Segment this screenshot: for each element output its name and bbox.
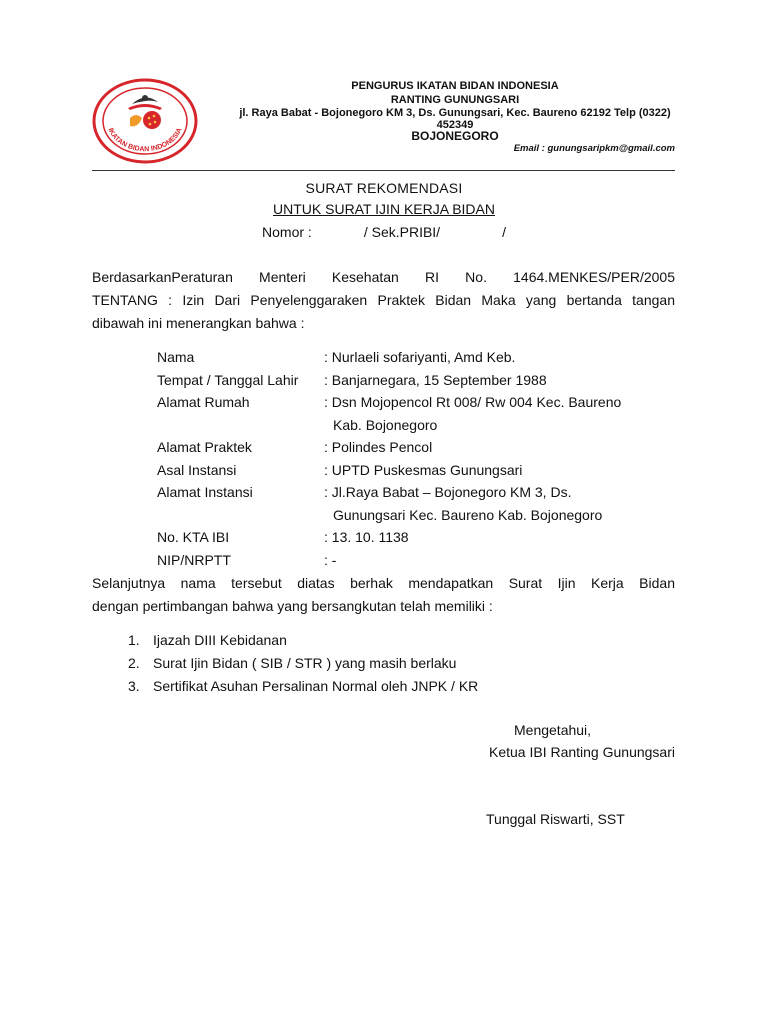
number-label: Nomor : [262,224,312,240]
list-number: 2. [128,655,140,671]
list-text: Sertifikat Asuhan Persalinan Normal oleh JNPK / KR [153,678,479,694]
field-value: : - [324,551,337,568]
field-label: Nama [157,349,195,365]
field-label: Tempat / Tanggal Lahir [157,371,299,388]
intro-paragraph [92,266,675,335]
followup-paragraph [92,572,675,618]
field-label: Alamat Rumah [157,394,250,410]
field-row [157,369,684,392]
intro-line-1: BerdasarkanPeraturan Menteri Kesehatan RI No. 1464.MENKES/PER/2005 [92,269,675,285]
letterhead-city: BOJONEGORO [411,129,499,143]
field-value: : 13. 10. 1138 [324,529,409,545]
field-value-cont: Kab. Bojonegoro [333,416,438,433]
field-row [157,526,684,549]
field-label: Asal Instansi [157,461,237,478]
number-mid: / Sek.PRIBI/ [363,224,441,240]
field-row [157,459,684,482]
letterhead-address: jl. Raya Babat - Bojonegoro KM 3, Ds. Gunungsari, Kec. Baureno 62192 Telp (0322) [239,107,671,119]
followup-line-2: dengan pertimbangan bahwa yang bersangkutan telah memiliki : [92,598,493,614]
number-end: / [502,224,506,240]
document-subtitle [0,201,768,217]
list-item [128,629,478,652]
field-value: : Polindes Pencol [324,439,433,455]
header-divider [92,170,675,171]
requirements-list [128,629,478,698]
list-item [128,675,478,698]
subtitle-text: UNTUK SURAT IJIN KERJA BIDAN [273,201,495,217]
field-value: : Dsn Mojopencol Rt 008/ Rw 004 Kec. Baureno [324,394,622,410]
field-label: Alamat Praktek [157,439,252,455]
field-label: NIP/NRPTT [157,551,231,568]
letterhead-org: PENGURUS IKATAN BIDAN INDONESIA [351,80,559,92]
document-number [0,224,768,240]
signature-name: Tunggal Riswarti, SST [486,811,625,827]
ibi-logo [92,78,198,164]
intro-line-3: dibawah ini menerangkan bahwa : [92,315,305,331]
field-row [157,481,684,526]
list-number: 3. [128,678,140,694]
list-number: 1. [128,632,140,648]
letterhead-email: Email : gunungsaripkm@gmail.com [513,143,675,154]
list-item [128,652,478,675]
field-value-multiline [324,391,684,436]
field-value: : UPTD Puskesmas Gunungsari [324,461,523,478]
field-value: : Nurlaeli sofariyanti, Amd Keb. [324,349,516,365]
list-text: Surat Ijin Bidan ( SIB / STR ) yang masih berlaku [153,655,457,671]
followup-line-1: Selanjutnya nama tersebut diatas berhak mendapatkan Surat Ijin Kerja Bidan [92,575,675,591]
letterhead-branch: RANTING GUNUNGSARI [390,94,520,106]
field-row [157,436,684,459]
field-value-cont: Gunungsari Kec. Baureno Kab. Bojonegoro [333,506,603,523]
letterhead-address-cont: 452349 [436,119,474,131]
field-value: : Jl.Raya Babat – Bojonegoro KM 3, Ds. [324,484,572,500]
signature-position: Ketua IBI Ranting Gunungsari [488,744,675,760]
intro-line-2: TENTANG : Izin Dari Penyelenggaraken Praktek Bidan Maka yang bertanda tangan [92,292,675,308]
field-label: Alamat Instansi [157,484,253,500]
svg-text:IKATAN BIDAN INDONESIA: IKATAN BIDAN INDONESIA [106,127,184,154]
field-row [157,346,684,369]
field-value-multiline [324,481,684,526]
field-row [157,391,684,436]
field-label: No. KTA IBI [157,529,230,545]
applicant-fields [157,346,684,571]
field-value: : Banjarnegara, 15 September 1988 [324,371,547,388]
document-title: SURAT REKOMENDASI [305,180,463,196]
list-text: Ijazah DIII Kebidanan [153,632,287,648]
field-row [157,549,684,572]
signature-acknowledged: Mengetahui, [514,722,592,738]
